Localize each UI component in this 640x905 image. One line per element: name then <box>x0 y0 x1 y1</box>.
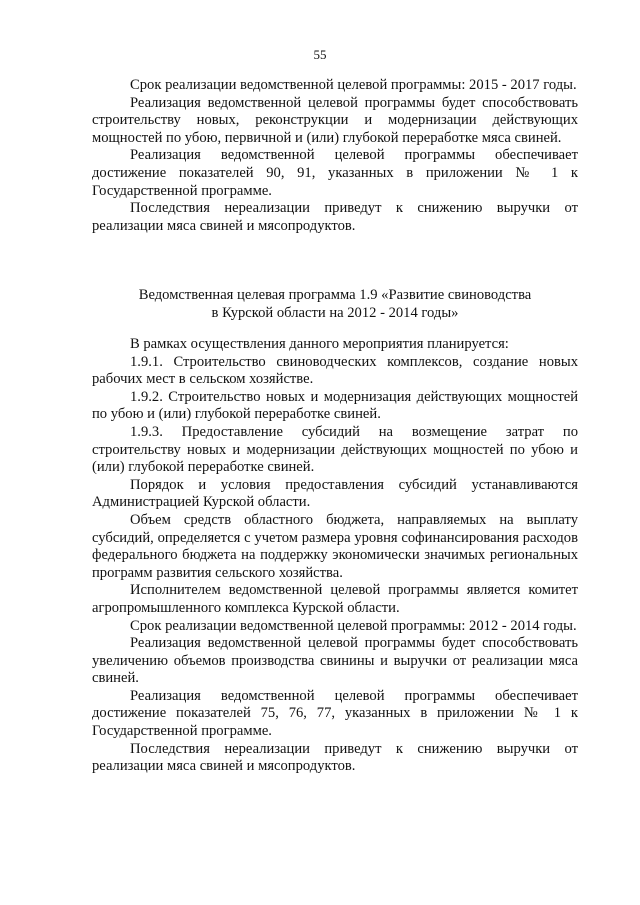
paragraph: Реализация ведомственной целевой программы будет способствовать строительству новых, реконструкции и модернизации действующих мощностей по убою, первичной и (или) глубокой переработке мяса свиней. <box>92 94 578 146</box>
page-number: 55 <box>313 47 327 62</box>
paragraph: Последствия нереализации приведут к снижению выручки от реализации мяса свиней и мясопродуктов. <box>92 200 578 234</box>
heading-line-1: Ведомственная целевая программа 1.9 «Развитие свиноводства <box>138 287 532 303</box>
paragraph: Порядок и условия предоставления субсидий устанавливаются Администрацией Курской области. <box>92 476 578 511</box>
paragraph: Исполнителем ведомственной целевой программы является комитет агропромышленного комплекса Курской области. <box>92 582 578 616</box>
paragraph: В рамках осуществления данного мероприятия планируется: <box>130 336 509 352</box>
paragraph: Срок реализации ведомственной целевой программы: 2015 - 2017 годы. <box>130 77 577 93</box>
heading-line-2: в Курской области на 2012 - 2014 годы» <box>211 305 459 321</box>
paragraph: Объем средств областного бюджета, направляемых на выплату субсидий, определяется с учетом размера уровня софинансирования расходов федерального бюджета на поддержку экономически значимых региональных программ развития сельского хозяйства. <box>92 511 578 581</box>
list-item: 1.9.3. Предоставление субсидий на возмещение затрат по строительству новых и модернизации действующих мощностей по убою и (или) глубокой переработке свиней. <box>92 423 578 476</box>
list-item: 1.9.2. Строительство новых и модернизация действующих мощностей по убою и (или) глубокой переработке свиней. <box>92 388 578 423</box>
list-item: 1.9.1. Строительство свиноводческих комплексов, создание новых рабочих мест в сельском хозяйстве. <box>92 353 578 388</box>
paragraph: Реализация ведомственной целевой программы обеспечивает достижение показателей 90, 91, указанных в приложении № 1 к Государственной программе. <box>92 147 578 199</box>
section-heading <box>92 286 578 322</box>
paragraph: Реализация ведомственной целевой программы будет способствовать увеличению объемов производства свинины и выручки от реализации мяса свиней. <box>92 635 578 687</box>
section-a-body <box>92 77 578 235</box>
paragraph: Последствия нереализации приведут к снижению выручки от реализации мяса свиней и мясопродуктов. <box>92 740 578 775</box>
section-b-body <box>92 336 578 776</box>
paragraph: Реализация ведомственной целевой программы обеспечивает достижение показателей 75, 76, 77, указанных в приложении № 1 к Государственной программе. <box>92 687 578 740</box>
paragraph: Срок реализации ведомственной целевой программы: 2012 - 2014 годы. <box>130 617 577 634</box>
